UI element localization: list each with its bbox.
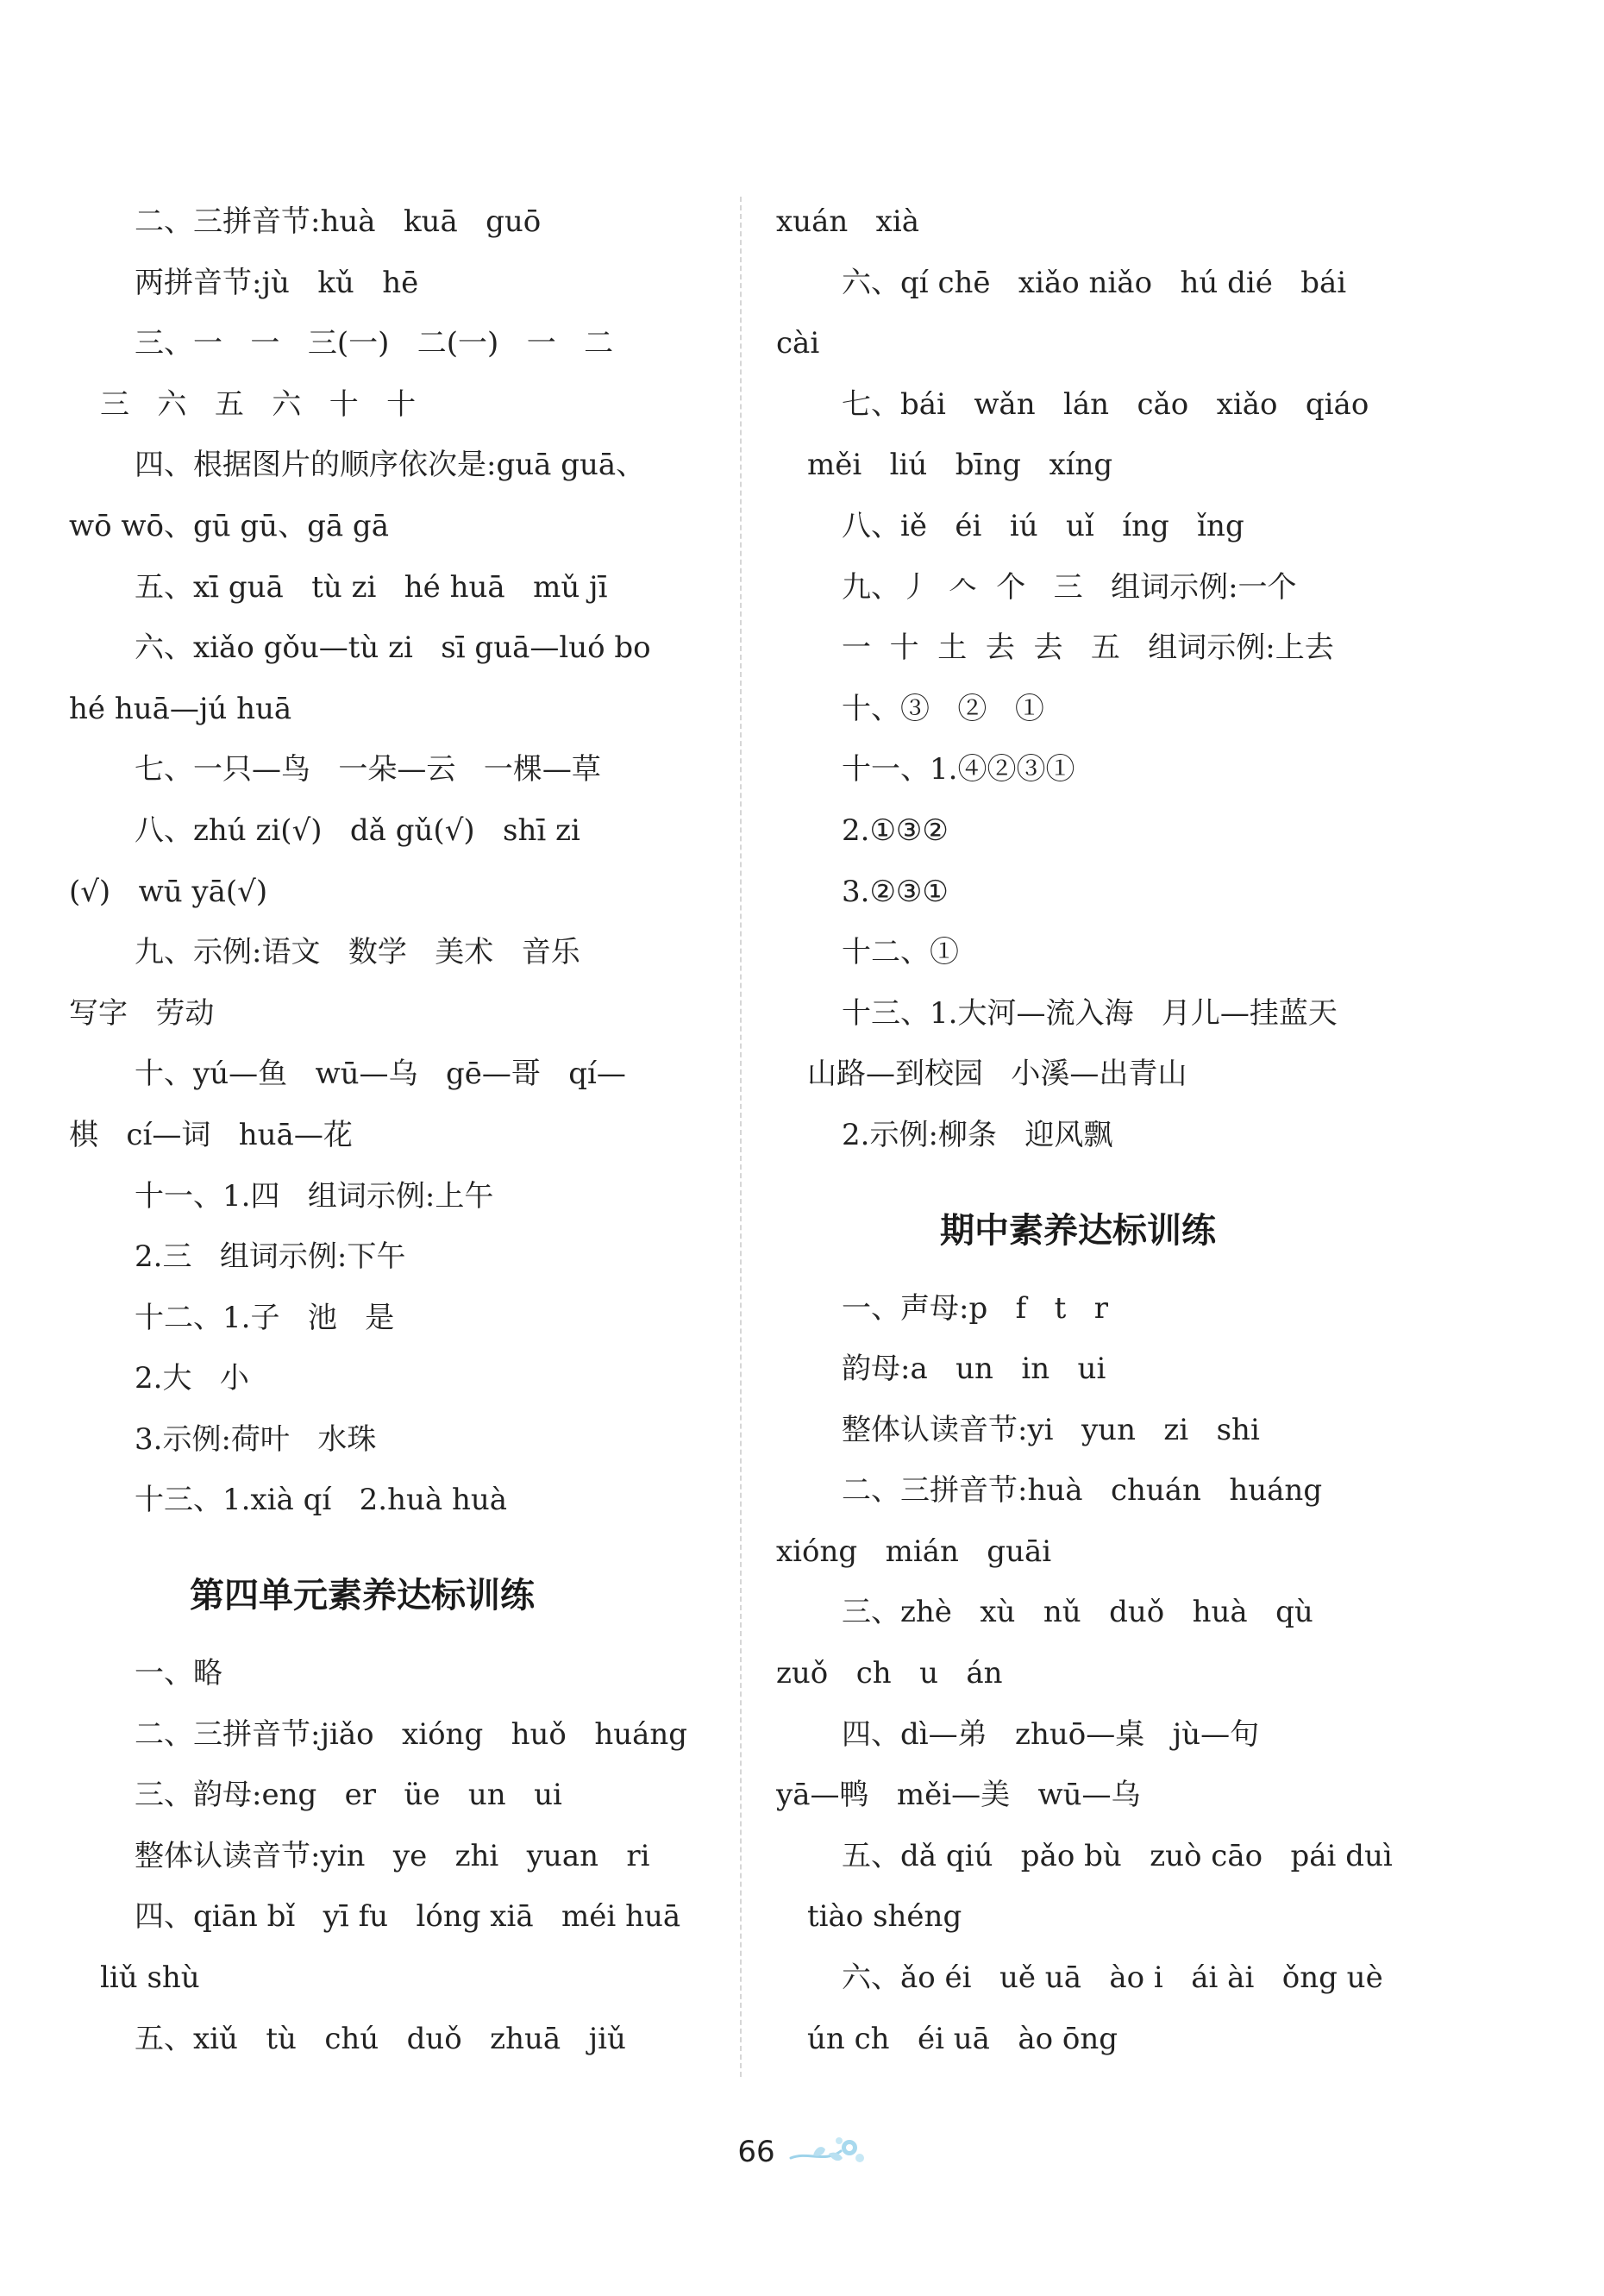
answer-line: 2.大 小 — [135, 1361, 249, 1396]
answer-line: 四、qiān bǐ yī fu lóng xiā méi huā — [135, 1899, 681, 1935]
answer-line: xuán xià — [776, 204, 919, 239]
answer-line: 写字 劳动 — [69, 995, 215, 1031]
answer-line: 十二、① — [842, 935, 959, 970]
answer-line: 四、根据图片的顺序依次是:guā guā、 — [135, 448, 646, 483]
answer-line: 七、一只—鸟 一朵—云 一棵—草 — [135, 752, 601, 787]
answer-line: 五、dǎ qiú pǎo bù zuò cāo pái duì — [842, 1838, 1393, 1873]
answer-line: 一 十 土 去 去 五 组词示例:上去 — [842, 630, 1334, 666]
answer-line: 2.示例:柳条 迎风飘 — [842, 1117, 1113, 1152]
answer-line: hé huā—jú huā — [69, 691, 292, 726]
answer-line: 十二、1.子 池 是 — [135, 1300, 395, 1335]
answer-line: 十、yú—鱼 wū—乌 gē—哥 qí— — [135, 1057, 626, 1092]
floral-flourish-icon — [787, 2132, 867, 2172]
answer-line: 十一、1.四 组词示例:上午 — [135, 1178, 494, 1214]
answer-line: 3.示例:荷叶 水珠 — [135, 1421, 377, 1457]
column-divider — [740, 197, 742, 2077]
answer-line: 3.②③① — [842, 874, 949, 909]
right-column — [776, 191, 1423, 2069]
answer-line: 韵母:a un in ui — [842, 1352, 1106, 1387]
answer-line: 六、qí chē xiǎo niǎo hú dié bái — [842, 265, 1347, 300]
section-heading: 第四单元素养达标训练 — [190, 1576, 535, 1616]
answer-line: 二、三拼音节:huà chuán huáng — [842, 1473, 1323, 1509]
answer-line: wō wō、gū gū、gā gā — [69, 508, 389, 543]
answer-line: cài — [776, 326, 820, 361]
answer-line: 山路—到校园 小溪—出青山 — [807, 1057, 1187, 1092]
answer-line: 十三、1.大河—流入海 月儿—挂蓝天 — [842, 995, 1338, 1031]
answer-line: 二、三拼音节:jiǎo xióng huǒ huáng — [135, 1716, 688, 1752]
answer-line: 六、ǎo éi uě uā ào i ái ài ǒng uè — [842, 1960, 1383, 1996]
answer-line: 整体认读音节:yin ye zhi yuan ri — [135, 1838, 650, 1873]
answer-line: 三、zhè xù nǔ duǒ huà qù — [842, 1595, 1313, 1630]
answer-line: 三、韵母:eng er üe un ui — [135, 1778, 562, 1813]
answer-line: 2.三 组词示例:下午 — [135, 1239, 406, 1275]
answer-line: liǔ shù — [100, 1960, 200, 1996]
page-footer — [0, 2122, 1604, 2182]
answer-line: tiào shéng — [807, 1899, 962, 1935]
answer-line: 八、iě éi iú uǐ íng ǐng — [842, 508, 1244, 543]
answer-line: měi liú bīng xíng — [807, 448, 1113, 483]
answer-line: 整体认读音节:yi yun zi shi — [842, 1412, 1260, 1447]
answer-line: 2.①③② — [842, 812, 949, 848]
answer-line: (√) wū yā(√) — [69, 874, 268, 909]
answer-line: zuǒ ch u án — [776, 1656, 1003, 1691]
answer-line: 棋 cí—词 huā—花 — [69, 1117, 353, 1152]
answer-line: 九、示例:语文 数学 美术 音乐 — [135, 935, 580, 970]
answer-line: 九、丿 𠆢 个 三 组词示例:一个 — [842, 569, 1297, 605]
answer-line: 四、dì—弟 zhuō—桌 jù—句 — [842, 1716, 1260, 1752]
answer-line: 十一、1.④②③① — [842, 752, 1075, 787]
answer-line: 八、zhú zi(√) dǎ gǔ(√) shī zi — [135, 812, 580, 848]
answer-line: 一、略 — [135, 1656, 222, 1691]
answer-line: 一、声母:p f t r — [842, 1290, 1108, 1326]
answer-line: 三 六 五 六 十 十 — [100, 386, 417, 422]
answer-line: 三、一 一 三(一) 二(一) 一 二 — [135, 326, 614, 361]
answer-line: ún ch éi uā ào ōng — [807, 2021, 1118, 2056]
answer-line: 十、③ ② ① — [842, 691, 1044, 726]
answer-line: xióng mián guāi — [776, 1534, 1052, 1569]
answer-line: 两拼音节:jù kǔ hē — [135, 265, 419, 300]
answer-line: 五、xī guā tù zi hé huā mǔ jī — [135, 569, 608, 605]
answer-line: 十三、1.xià qí 2.huà huà — [135, 1483, 508, 1518]
answer-line: 五、xiǔ tù chú duǒ zhuā jiǔ — [135, 2021, 626, 2056]
left-column — [69, 191, 707, 2069]
answer-line: 二、三拼音节:huà kuā guō — [135, 204, 542, 239]
answer-line: yā—鸭 měi—美 wū—乌 — [776, 1778, 1141, 1813]
page-number: 66 — [737, 2135, 775, 2169]
answer-line: 七、bái wǎn lán cǎo xiǎo qiáo — [842, 386, 1369, 422]
answer-line: 六、xiǎo gǒu—tù zi sī guā—luó bo — [135, 630, 651, 666]
section-heading: 期中素养达标训练 — [940, 1210, 1216, 1251]
